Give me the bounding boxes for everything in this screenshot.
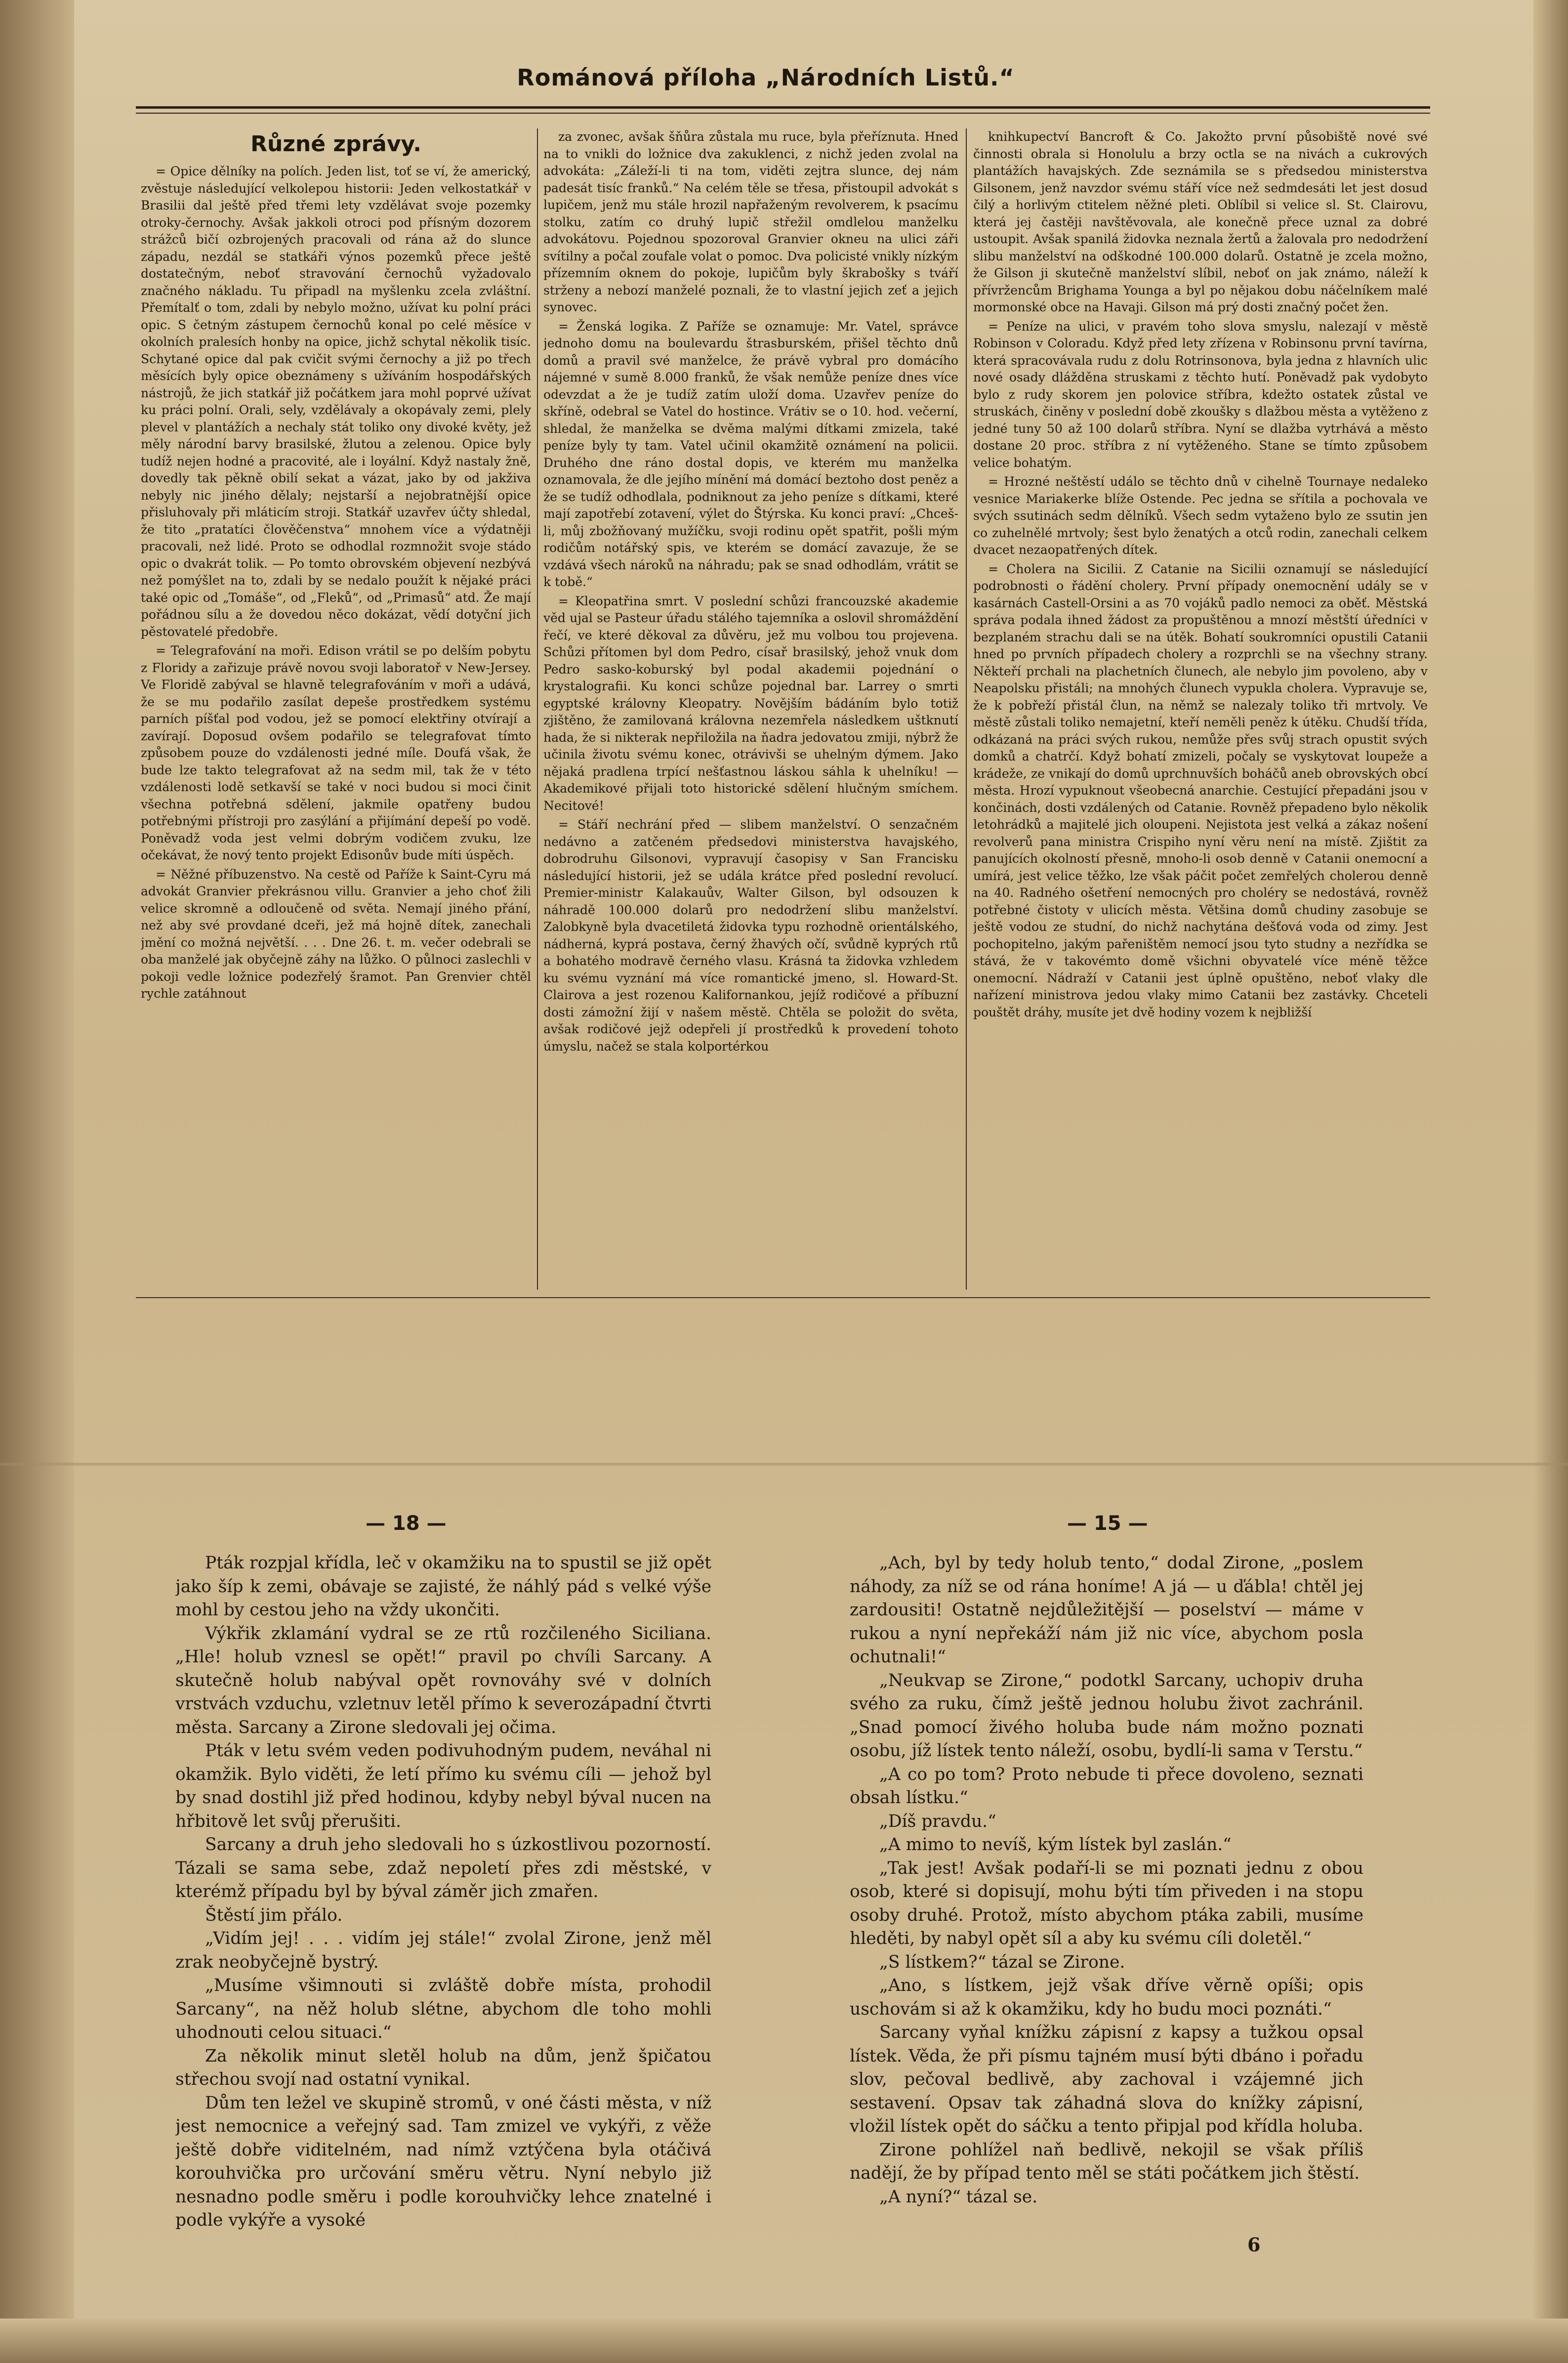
printer-signature: 6 (1247, 2234, 1261, 2256)
column-divider-2 (966, 128, 967, 1290)
story-paragraph: „Neukvap se Zirone,“ podotkl Sarcany, uchopiv druha svého za ruku, čímž ještě jednou holubu život zachránil. „Snad pomocí živého holuba bude nám možno poznati osobu, jíž lístek tento náleží, osobu, bydlí-li sama v Terstu.“ (850, 1670, 1363, 1761)
story-paragraph: „Vidím jej! . . . vidím jej stále!“ zvolal Zirone, jenž měl zrak neobyčejně bystrý. (175, 1929, 711, 1972)
story-paragraph: „A co po tom? Proto nebude ti přece dovoleno, seznati obsah lístku.“ (850, 1764, 1363, 1808)
news-item-zenska-logika: = Ženská logika. Z Paříže se oznamuje: Mr. Vatel, správce jednoho domu na boulevardu štrasburském, přišel těchto dnů domů a pravil své manželce, že právě vybral pro domácího nájemné v sumě 8.000 franků, že však nemůže peníze dnes více odevzdat a že je tudíž zatím uloží doma. Uzavřev peníze do skříně, odebral se Vatel do hostince. Vrátiv se o 10. hod. večerní, shledal, že manželka se dvěma malými dítkami zmizela, také peníze byly ty tam. Vatel učinil okamžitě oznámení na policii. Druhého dne ráno dostal dopis, ve kterém mu manželka oznamovala, že dle jejího mínění má domácí beztoho dost peněz a že se tudíž odhodlala, podniknout za jeho peníze s dítkami, které mají zapotřebí zotavení, výlet do Štýrska. Ku konci praví: „Chceš-li, můj zbožňovaný mužíčku, svoji rodinu opět spatřit, pošli mým rodičům notářský spis, ve kterém se domácí zavazuje, že se vzdává všech nároků na náhradu; pak se snad odhodlám, vrátit se k tobě.“ (543, 319, 958, 589)
header-rule-thin (136, 113, 1430, 114)
story-paragraph: Sarcany vyňal knížku zápisní z kapsy a tužkou opsal lístek. Věda, že při písmu tajném musí býti dbáno i pořadu slov, pečoval bedlivě, aby zachoval i vzájemné jich sestavení. Opsav tak záhadná slova do knížky zápisní, vložil lístek opět do sáčku a tento připjal pod křídla holuba. (850, 2023, 1363, 2136)
news-column-1 (141, 128, 531, 1295)
news-item-telegrafovani: = Telegrafování na moři. Edison vrátil se po delším pobytu z Floridy a zařizuje právě novou svoji laboratoř v New-Jersey. Ve Floridě zabýval se hlavně telegrafováním v moři a udává, že se mu podařilo zasílat depeše prostředkem systému parních píšťal pod vodou, jež se pomocí elektřiny otvírají a zavírají. Doposud ovšem podařilo se telegrafovat tímto způsobem pouze do vzdálenosti jedné míle. Doufá však, že bude lze takto telegrafovat až na sedm mil, tak že v této vzdálenosti lodě setkavší se také v noci budou si moci činit všechna potřebná sdělení, jakmile opatřeny budou potřebnými přístroji pro zasýlání a přijímání depeší po vodě. Poněvadž voda jest velmi dobrým vodičem zvuku, lze očekávat, že nový tento projekt Edisonův bude míti úspěch. (141, 643, 531, 862)
page-number-right: — 15 — (1067, 1512, 1148, 1535)
section-title: Různé zprávy. (250, 131, 421, 157)
story-column-left (175, 1552, 711, 2258)
page-edge-bottom (0, 2319, 1568, 2363)
header-rule (136, 106, 1430, 109)
news-item-opice: = Opice dělníky na polích. Jeden list, toť se ví, že americký, zvěstuje následující velkolepou historii: Jeden velkostatkář v Brasilii dal ještě před třemi lety vzdělávat svoje pozemky otroky-černochy. Avšak jakkoli otroci pod přísným dozorem strážců bičí ozbrojených pracovali od rána až do slunce západu, nezdál se statkáři výnos pozemků přece ještě dostatečným, neboť stravování černochů vyžadovalo značného nákladu. Tu připadl na myšlenku zcela zvláštní. Přemítalť o tom, zdali by nebylo možno, užívat ku polní práci opic. S četným zástupem černochů konal po celé měsíce v okolních pralesích honby na opice, jichž schytal několik tisíc. Schytané opice dal pak cvičit svými černochy a již po třech měsících byly opice obeznámeny s užíváním hospodářských nástrojů, že jich statkář již počátkem jara mohl poprvé užívat ku práci polní. Orali, sely, vzdělávaly a okopávaly zemi, plely plevel v plantážích a nechaly stát toliko ony divoké květy, jež měly národní barvy brasilské, žlutou a zelenou. Opice byly tudíž nejen hodné a pracovité, ale i loyální. Když nastaly žně, dovedly tak pěkně obilí sekat a vázat, jako by od jakživa nebyly nic jiného dělaly; nejstarší a nejobratnější opice přisluhovaly při mláticím stroji. Statkář uzavřev účty shledal, že tito „pratatíci člověčenstva“ mnohem více a výdatněji pracovali, než lidé. Proto se odhodlal rozmnožit svoje stádo opic o dvakrát tolik. — Po tomto obrovském objevení nezbývá než pomýšlet na to, zdali by se nedalo použít k nějaké práci také opic od „Tomáše“, od „Fleků“, od „Primasů“ atd. Že mají pořádnou sílu a že dovedou něco dokázat, vědí dotyční jich pěstovatelé předobře. (141, 164, 531, 639)
news-bottom-rule (136, 1297, 1430, 1298)
story-paragraph: Pták rozpjal křídla, leč v okamžiku na to spustil se již opět jako šíp k zemi, obávaje se zajisté, že náhlý pád s velké výše mohl by cestou jeho na vždy ukončiti. (175, 1553, 711, 1620)
page-number-left: — 18 — (366, 1512, 447, 1535)
story-paragraph: „Díš pravdu.“ (879, 1811, 996, 1831)
news-item-stari: = Stáří nechrání před — slibem manželství. O senzačném nedávno a zatčeném předsedovi ministerstva havajského, dobrodruhu Gilsonovi, vypravují časopisy v San Francisku následující historii, jež se udála krátce před poslední revolucí. Premier-ministr Kalakauův, Walter Gilson, byl odsouzen k náhradě 100.000 dolarů pro nedodržení slibu manželství. Zalobkyně byla dvacetiletá židovka typu rozhodně orientálského, nádherná, kyprá postava, černý žhavých očí, svůdně kyprých rtů a bohatého modravě černého vlasu. Krásná ta židovka vzhledem ku svému vyznání má více romantické jmeno, sl. Howard-St. Clairova a jest rozenou Kalifornankou, jejíž rodičové a příbuzní dosti zámožní žijí v našem městě. Chtěla se položit do světa, avšak rodičové jejž odepřeli jí prostředků k provedení tohoto úmyslu, načež se stala kolportérkou (543, 817, 958, 1054)
story-paragraph: „Ano, s lístkem, jejž však dříve věrně opíši; opis uschovám si až k okamžiku, kdy ho budu moci poznáti.“ (850, 1976, 1363, 2019)
story-paragraph: Výkřik zklamání vydral se ze rtů rozčileného Siciliana. „Hle! holub vznesl se opět!“ pravil po chvíli Sarcany. A skutečně holub nabýval opět rovnováhy své v dolních vrstvách vzduchu, vzletnuv letěl přímo k severozápadní čtvrti města. Sarcany a Zirone sledovali jej očima. (175, 1623, 711, 1737)
news-item-hrozne-nestesti: = Hrozné neštěstí událo se těchto dnů v cihelně Tournaye nedaleko vesnice Mariakerke blíže Ostende. Pec jedna se sřítila a pochovala ve svých ssutinách sedm dělníků. Všech sedm vytaženo bylo ze ssutin jen co zuhelnělé mrtvoly; šest bylo ženatých a otců rodin, zanechali celkem dvacet nezaopatřených dítek. (973, 474, 1428, 557)
story-paragraph: Dům ten ležel ve skupině stromů, v oné části města, v níž jest nemocnice a veřejný sad. Tam zmizel ve vykýři, z věže ještě dobře viditelném, nad nímž vztýčena byla otáčivá korouhvička pro určování směru větru. Nyní nebylo již nesnadno podle směru i podle korouhvičky lehce znatelné i podle vykýře a vysoké (175, 2093, 711, 2230)
story-paragraph: Pták v letu svém veden podivuhodným pudem, neváhal ni okamžik. Bylo viděti, že letí přímo ku svému cíli — jehož byl by snad dostihl již před hodinou, kdyby nebyl býval nucen na hřbitově let svůj přerušiti. (175, 1741, 711, 1831)
story-paragraph: „Ach, byl by tedy holub tento,“ dodal Zirone, „poslem náhody, za níž se od rána honíme! A já — u ďábla! chtěl jej zardousiti! Ostatně nejdůležitější — poselství — máme v rukou a nyní nepřekáží nám již nic více, abychom posla ochutnali!“ (850, 1553, 1363, 1667)
news-column-2 (543, 128, 958, 1295)
supplement-header: Románová příloha „Národních Listů.“ (517, 64, 1015, 91)
page-fold (0, 1463, 1568, 1466)
news-item-continuation-2: knihkupectví Bancroft & Co. Jakožto první působiště nové své činnosti obrala si Honolulu a brzy octla se na nivách a cukrových plantážích havajských. Zde seznámila se s předsedou ministerstva Gilsonem, jenž navzdor svému stáří více než sedmdesáti let jest dosud čilý a horlivým ctitelem něžné pleti. Oblíbil si velice sl. St. Clairovu, která jej častěji navštěvovala, ale konečně přece uznal za dobré ustoupit. Avšak spanilá židovka neznala žertů a žalovala pro nedodržení slibu manželství na odškodné 100.000 dolarů. Ostatně je zcela možno, že Gilson ji skutečně manželství slíbil, neboť on jak známo, náleží k přívržencům Brighama Younga a byl po nějakou dobu náčelníkem malé mormonské obce na Havaji. Gilson má prý dosti značný počet žen. (973, 129, 1428, 314)
story-paragraph: „Musíme všimnouti si zvláště dobře místa, prohodil Sarcany“, na něž holub slétne, abychom dle toho mohli uhodnouti celou situaci.“ (175, 1976, 711, 2042)
story-paragraph: „S lístkem?“ tázal se Zirone. (879, 1952, 1125, 1972)
story-paragraph: „A nyní?“ tázal se. (879, 2187, 1038, 2207)
story-paragraph: Za několik minut sletěl holub na dům, jenž špičatou střechou svojí nad ostatní vynikal. (175, 2046, 711, 2089)
news-item-continuation: za zvonec, avšak šňůra zůstala mu ruce, byla přeříznuta. Hned na to vnikli do ložnice dva zakuklenci, z nichž jeden zvolal na advokáta: „Záleží-li ti na tom, viděti zejtra slunce, dej nám padesát tisíc franků.“ Na celém těle se třesa, přistoupil advokát s lupičem, jenž mu stále hrozil napřaženým revolverem, k psacímu stolku, zatím co druhý lupič střežil omdlelou manželku advokátovu. Pojednou spozoroval Granvier okneu na ulici záři svítilny a počal zoufale volat o pomoc. Dva policisté vnikly nízkým přízemním oknem do pokoje, lupičům byly škrabošky s tváří strženy a nebozí manželé poznali, že to vlastní jejich zeť a jejich synovec. (543, 129, 958, 314)
page-edge-left (0, 0, 74, 2363)
column-divider-1 (537, 128, 538, 1290)
page-edge-right (1533, 0, 1568, 2363)
news-item-penize-na-ulici: = Peníze na ulici, v pravém toho slova smyslu, nalezají v městě Robinson v Coloradu. Když před lety zřízena v Robinsonu první tavírna, která spracovávala rudu z dolu Rotrinsonova, byla jedna z hlavních ulic nové osady dlážděna struskami z těchto hutí. Poněvadž pak vydobyto bylo z rudy skorem jen polovice stříbra, kdežto ostatek zůstal ve struskách, činěny v poslední době zkoušky s dlažbou města a vytěženo z jedné tuny 50 až 100 dolarů stříbra. Nyní se dlažba vytrhává a město dostane 20 proc. stříbra z ní vytěženého. Stane se tímto způsobem velice bohatým. (973, 319, 1428, 470)
news-item-cholera: = Cholera na Sicilii. Z Catanie na Sicilii oznamují se následující podrobnosti o řádění cholery. První případy onemocnění udály se v kasárnách Castell-Orsini a as 70 vojáků padlo nemoci za oběť. Městská správa podala ihned žádost za propuštěnou a mnozí městští úředníci v bezplaném strachu dali se na útěk. Bohatí soukromníci opustili Catanii hned po prvních případech cholery a rozprchli se na všechny strany. Někteří prchali na plachetních člunech, ale nebylo jim povoleno, aby v Neapolsku přistáli; na mnohých člunech vypukla cholera. Vypravuje se, že k pobřeží přistál člun, na němž se nalezaly toliko tři mrtvoly. Ve městě zůstali toliko nemajetní, kteří neměli peněz k útěku. Chudší třída, odkázaná na práci svých rukou, nemůže přes svůj strach opustit svých domků a chatrčí. Když bohatí zmizeli, počaly se vyskytovat loupeže a krádeže, ze vnikají do domů uprchnuvších boháčů aneb obrovských obcí města. Hrozí vypuknout všeobecná anarchie. Cestující přepadáni jsou v končinách, dosti vzdálených od Catanie. Rovněž přepadeno bylo několik letohrádků a majitelé jich oloupeni. Nejistota jest velká a zákaz nošení revolverů pana ministra Crispiho nyní věru není na místě. Zjištit za panujících okolností přesně, mnoho-li osob denně v Catanii onemocní a umírá, jest velice těžko, lze však páčit počet zemřelých cholerou denně na 40. Radného ošetření nemocných pro choléry se nedostává, rovněž potřebné čistoty v ulicích města. Většina domů chudiny zasobuje se ještě vodou ze studní, do nichž nachytána dešťová voda od zimy. Jest pochopitelno, jakým pařeništěm nemocí jsou tyto studny a nezřídka se stává, že v takovémto domě všichni obyvatelé více méně těžce onemocní. Nádraží v Catanii jest úplně opuštěno, neboť vlaky dle nařízení ministrova jedou vlaky mimo Catanii bez zastávky. Chceteli pouštět dráhy, musíte jet dvě hodiny vozem k nejbližší (973, 561, 1428, 1019)
story-paragraph: „Tak jest! Avšak podaří-li se mi poznati jednu z obou osob, které si dopisují, mohu býti tím přiveden i na stopu osoby druhé. Protož, místo abychom ptáka zabili, musíme hleděti, by nabyl opět síl a aby ku svému cíli doletěl.“ (850, 1858, 1363, 1948)
news-column-3 (973, 128, 1428, 1295)
story-paragraph: Zirone pohlížel naň bedlivě, nekojil se však příliš nadějí, že by případ tento měl se státi počátkem jich štěstí. (850, 2140, 1363, 2183)
news-item-kleopatra: = Kleopatřina smrt. V poslední schůzi francouzské akademie věd ujal se Pasteur úřadu stálého tajemníka a oslovil shromáždění řečí, ve které děkoval za důvěru, jež mu volbou tou projevena. Schůzi přítomen byl dom Pedro, císař brasilský, jehož vnuk dom Pedro sasko-koburský byl podal akademii pojednání o krystalografii. Ku konci schůze pojednal bar. Larrey o smrti egyptské královny Kleopatry. Novějším bádáním bylo totiž zjištěno, že zamilovaná královna nezemřela následkem uštknutí hada, že si nikterak nepřiložila na ňadra jedovatou zmiji, nýbrž že učinila životu svému konec, otrávivši se uhelným dýmem. Jako nějaká pradlena trpící nešťastnou láskou sáhla k uhelníku! — Akademikové přijali toto historické sdělení hlučným smíchem. Necitové! (543, 593, 958, 813)
story-paragraph: Štěstí jim přálo. (205, 1905, 343, 1925)
news-item-nezne-pribuzenstvo: = Něžné příbuzenstvo. Na cestě od Paříže k Saint-Cyru má advokát Granvier překrásnou villu. Granvier a jeho choť žili velice skromně a odloučeně od světa. Nemají jiného přání, než aby své provdané dceři, jež má hojně dítek, zanechali jmění co možná největší. . . . Dne 26. t. m. večer odebrali se oba manželé jak obyčejně záhy na lůžko. O půlnoci zaslechli v pokoji vedle ložnice podezřelý šramot. Pan Grenvier chtěl rychle zatáhnout (141, 867, 531, 1001)
story-paragraph: Sarcany a druh jeho sledovali ho s úzkostlivou pozorností. Tázali se sama sebe, zdaž nepoletí přes zdi městské, v kterémž případu byl by býval záměr jich zmařen. (175, 1835, 711, 1901)
story-paragraph: „A mimo to nevíš, kým lístek byl zaslán.“ (879, 1835, 1232, 1855)
story-column-right (850, 1552, 1363, 2258)
